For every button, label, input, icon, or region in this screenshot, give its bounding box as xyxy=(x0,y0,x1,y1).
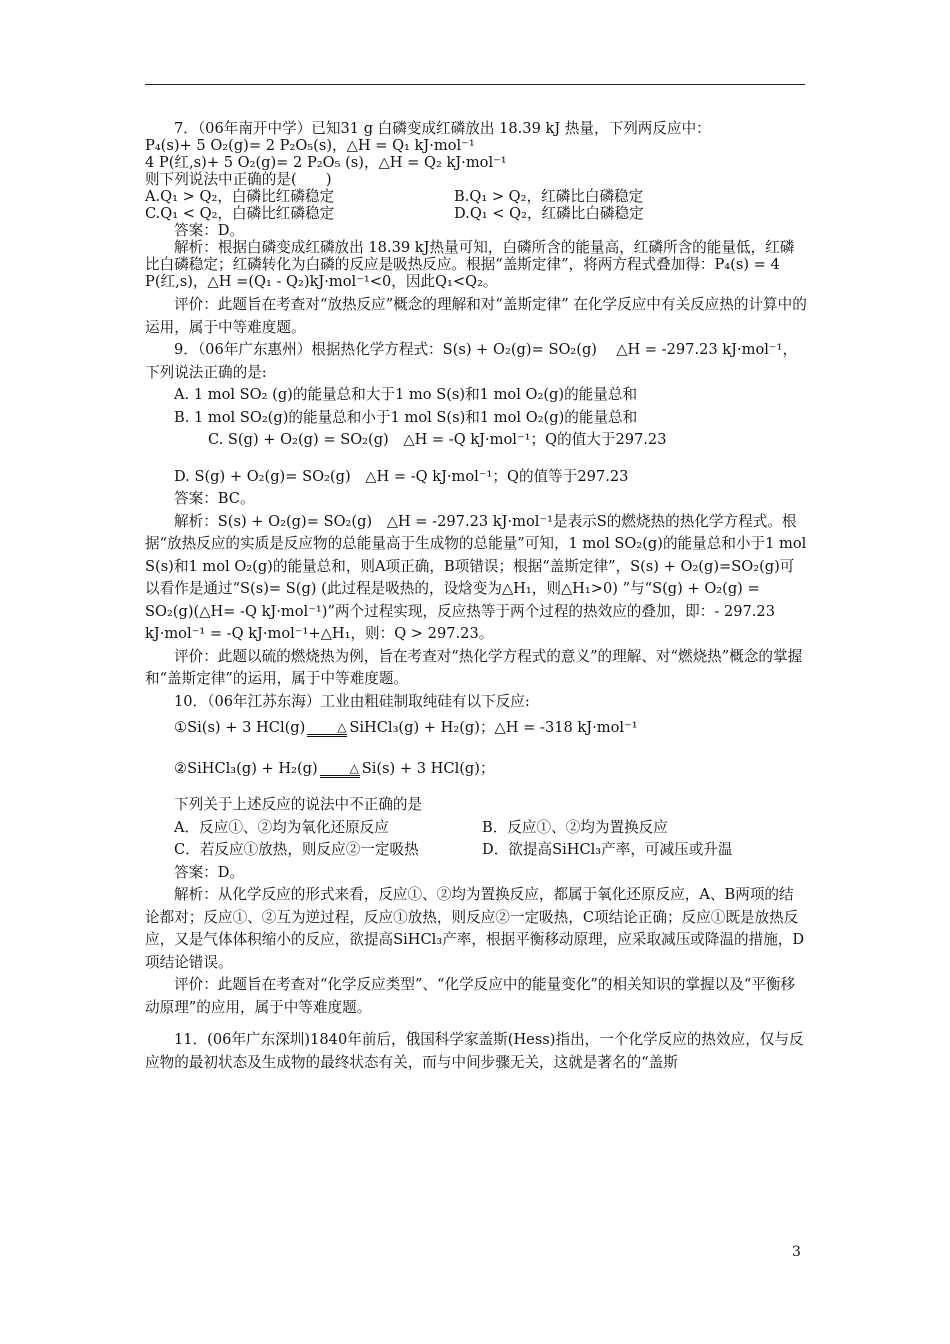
q10-option-b: B．反应①、②均为置换反应 xyxy=(482,818,668,836)
q10-r1-products: SiHCl₃(g) + H₂(g)；△H = -318 kJ·mol⁻¹ xyxy=(349,719,638,736)
q7-comment: 评价：此题旨在考查对“放热反应”概念的理解和对“盖斯定律” 在化学反应中有关反应热的计算中的运用，属于中等难度题。 xyxy=(145,296,807,336)
q10-reaction-1 xyxy=(145,717,807,740)
q10-option-d: D．欲提高SiHCl₃产率，可减压或升温 xyxy=(482,841,733,858)
q7-option-c: C.Q₁ < Q₂，白磷比红磷稳定 xyxy=(145,205,335,222)
q7-option-a: A.Q₁ > Q₂，白磷比红磷稳定 xyxy=(145,188,335,205)
q10-r2-products: Si(s) + 3 HCl(g)； xyxy=(361,759,495,777)
q10-options-row-2 xyxy=(145,839,807,862)
header-rule xyxy=(145,84,805,85)
q10-analysis: 解析：从化学反应的形式来看，反应①、②均为置换反应，都属于氧化还原反应，A、B两项的结论都对；反应①、②互为逆过程，反应①放热，则反应②一定吸热，C项结论正确；反应①既是放热反应，又是气体体积缩小的反应，欲提高SiHCl₃产率，根据平衡移动原理，应采取减压或降温的措施，D项结论错误。 xyxy=(145,886,805,971)
q11-stem: 11．(06年广东深圳)1840年前后，俄国科学家盖斯(Hess)指出，一个化学反应的热效应，仅与反应物的最初状态及生成物的最终状态有关，而与中间步骤无关，这就是著名的“盖斯 xyxy=(145,1031,804,1071)
q7-answer: 答案：D。 xyxy=(174,222,245,239)
q9-option-c: C. S(g) + O₂(g) = SO₂(g) △H = -Q kJ·mol⁻¹；Q的值大于297.23 xyxy=(208,431,667,448)
q10-r2-reactants: ②SiHCl₃(g) + H₂(g) xyxy=(174,759,318,777)
q10-question: 下列关于上述反应的说法中不正确的是 xyxy=(174,796,423,813)
q7-equation-1: P₄(s)+ 5 O₂(g)= 2 P₂O₅(s)，△H = Q₁ kJ·mol⁻¹ xyxy=(145,137,475,154)
q9-option-b: B. 1 mol SO₂(g)的能量总和小于1 mol S(s)和1 mol O₂(g)的能量总和 xyxy=(174,408,638,426)
q10-r1-reactants: ①Si(s) + 3 HCl(g) xyxy=(174,719,306,736)
heat-condition-icon: △ xyxy=(307,720,347,737)
heat-condition-icon: △ xyxy=(320,761,360,778)
q10-reaction-2 xyxy=(145,758,807,781)
q7-option-b: B.Q₁ > Q₂，红磷比白磷稳定 xyxy=(454,188,644,205)
q7-stem: 7．（06年南开中学）已知31 g 白磷变成红磷放出 18.39 kJ 热量，下列两反应中： xyxy=(174,120,711,137)
q10-answer: 答案：D。 xyxy=(174,863,245,881)
q7-options-row-1 xyxy=(145,188,807,205)
q7-equation-2: 4 P(红,s)+ 5 O₂(g)= 2 P₂O₅ (s)，△H = Q₂ kJ·mol⁻¹ xyxy=(145,154,507,171)
q9-option-d: D. S(g) + O₂(g)= SO₂(g) △H = -Q kJ·mol⁻¹；Q的值等于297.23 xyxy=(174,467,629,485)
q9-stem: 9．（06年广东惠州）根据热化学方程式：S(s) + O₂(g)= SO₂(g) △H = -297.23 kJ·mol⁻¹，下列说法正确的是: xyxy=(145,341,798,381)
q10-option-a: A．反应①、②均为氧化还原反应 xyxy=(174,818,389,836)
q10-stem: 10．（06年江苏东海）工业由粗硅制取纯硅有以下反应: xyxy=(174,692,530,710)
page-content xyxy=(145,120,807,1074)
q10-option-c: C．若反应①放热，则反应②一定吸热 xyxy=(174,841,419,858)
page-number: 3 xyxy=(792,1244,801,1260)
q9-answer: 答案：BC。 xyxy=(174,490,255,507)
q9-comment: 评价：此题以硫的燃烧热为例，旨在考查对“热化学方程式的意义”的理解、对“燃烧热”概念的掌握和“盖斯定律”的运用，属于中等难度题。 xyxy=(145,647,803,687)
q10-options-row-1 xyxy=(145,817,807,840)
q7-question: 则下列说法中正确的是( ) xyxy=(145,171,332,188)
q7-option-d: D.Q₁ < Q₂，红磷比白磷稳定 xyxy=(454,205,644,222)
q10-comment: 评价：此题旨在考查对“化学反应类型”、“化学反应中的能量变化”的相关知识的掌握以及“平衡移动原理”的应用，属于中等难度题。 xyxy=(145,976,796,1016)
q9-option-a: A. 1 mol SO₂ (g)的能量总和大于1 mo S(s)和1 mol O₂(g)的能量总和 xyxy=(174,386,638,403)
q7-analysis: 解析：根据白磷变成红磷放出 18.39 kJ热量可知，白磷所含的能量高，红磷所含的能量低，红磷比白磷稳定；红磷转化为白磷的反应是吸热反应。根据“盖斯定律”，将两方程式叠加得：P₄(s) = 4 P(红,s)，△H =(Q₁ - Q₂)kJ·mol⁻¹<0，因此Q₁<Q₂。 xyxy=(145,239,795,290)
q7-options-row-2 xyxy=(145,205,807,222)
question-7 xyxy=(145,120,807,290)
q9-analysis: 解析：S(s) + O₂(g)= SO₂(g) △H = -297.23 kJ·mol⁻¹是表示S的燃烧热的热化学方程式。根据“放热反应的实质是反应物的总能量高于生成物的总能量”可知，1 mol SO₂(g)的能量总和小于1 mol S(s)和1 mol O₂(g)的能量总和，则A项正确，B项错误；根据“盖斯定律”，S(s) + O₂(g)=SO₂(g)可以看作是通过“S(s)= S(g) (此过程是吸热的，设焓变为△H₁，则△H₁>0) ”与“S(g) + O₂(g) = SO₂(g)(△H= -Q kJ·mol⁻¹)”两个过程实现，反应热等于两个过程的热效应的叠加，即：- 297.23 kJ·mol⁻¹ = -Q kJ·mol⁻¹+△H₁，则：Q > 297.23。 xyxy=(145,512,807,642)
